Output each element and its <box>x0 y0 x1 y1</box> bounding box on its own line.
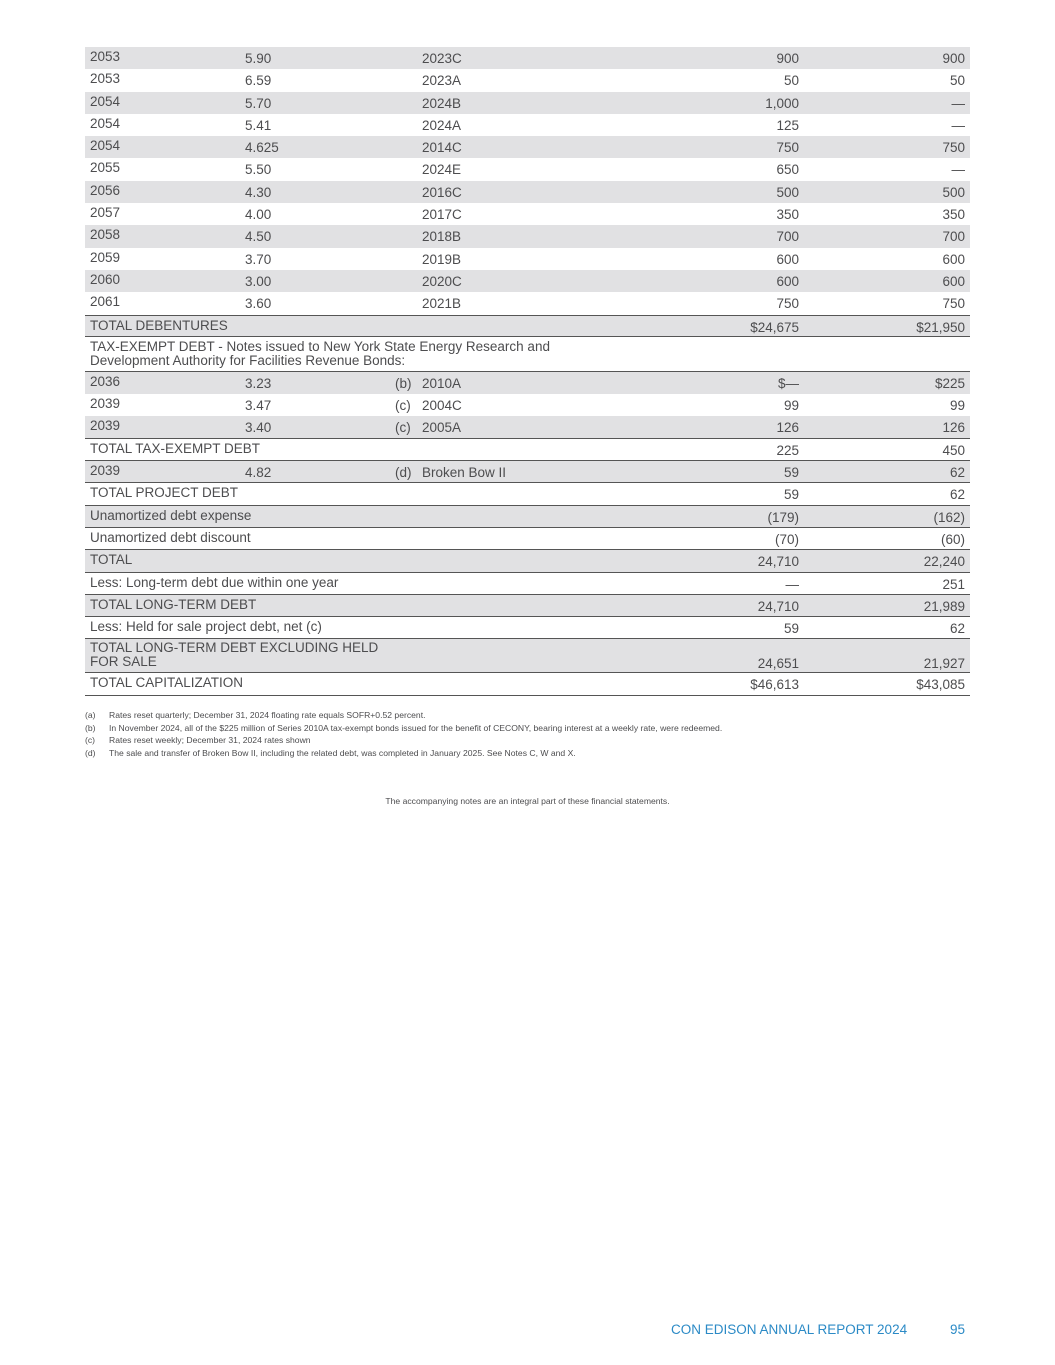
interest-rate: 6.59 <box>245 73 272 89</box>
maturity-year: 2054 <box>90 115 121 131</box>
unamortized-discount-row <box>85 528 970 550</box>
interest-rate: 3.47 <box>245 398 272 414</box>
footnote-ref: (c) <box>395 398 411 414</box>
maturity-year: 2058 <box>90 227 121 243</box>
maturity-year: 2053 <box>90 71 121 87</box>
series-name: 2024B <box>422 95 462 111</box>
value-2023: — <box>951 117 965 133</box>
maturity-year: 2036 <box>90 373 121 389</box>
footnote-key: (a) <box>85 710 96 720</box>
value-2023: 62 <box>949 465 965 481</box>
table-row <box>85 225 970 247</box>
table-row <box>85 114 970 136</box>
table-row <box>85 292 970 314</box>
table-row <box>85 461 970 483</box>
footnotes <box>85 710 722 761</box>
value-2023: 62 <box>949 487 965 503</box>
value-2024: 24,710 <box>757 598 799 614</box>
maturity-year: 2056 <box>90 182 121 198</box>
table-row <box>85 248 970 270</box>
footnote <box>85 748 722 761</box>
value-2024: 750 <box>776 296 799 312</box>
interest-rate: 3.40 <box>245 420 272 436</box>
long-term-debt-table <box>85 47 970 696</box>
value-2024: (179) <box>767 509 799 525</box>
value-2024: $46,613 <box>750 677 799 693</box>
value-2023: $225 <box>934 375 965 391</box>
row-label: TOTAL TAX-EXEMPT DEBT <box>90 440 261 456</box>
value-2024: 24,651 <box>757 656 799 672</box>
series-name: 2014C <box>422 140 462 156</box>
series-name: 2020C <box>422 273 462 289</box>
value-2024: — <box>785 576 799 592</box>
value-2023: 900 <box>942 51 965 66</box>
page-number: 95 <box>950 1322 966 1337</box>
series-name: 2005A <box>422 420 462 436</box>
footnote-ref: (d) <box>395 465 412 481</box>
value-2024: $— <box>777 375 799 391</box>
footnote-text: Rates reset quarterly; December 31, 2024 floating rate equals SOFR+0.52 percent. <box>109 710 426 720</box>
value-2024: 126 <box>776 420 799 436</box>
footnote-key: (b) <box>85 722 96 733</box>
value-2023: (60) <box>940 531 965 547</box>
interest-rate: 4.50 <box>245 229 272 245</box>
interest-rate: 4.00 <box>245 207 272 223</box>
table-row <box>85 158 970 180</box>
value-2023: 99 <box>949 398 965 414</box>
value-2024: (70) <box>774 531 799 547</box>
footnote-text: In November 2024, all of the $225 million of Series 2010A tax-exempt bonds issued for the benefit of CECONY, bearing interest at a weekly rate, were redeemed. <box>109 722 723 733</box>
series-name: 2004C <box>422 398 462 414</box>
footnote-key: (c) <box>85 735 96 746</box>
value-2024: 600 <box>776 273 799 289</box>
value-2024: 600 <box>776 251 799 267</box>
debentures-rows <box>85 47 970 315</box>
maturity-year: 2054 <box>90 138 121 154</box>
interest-rate: 5.41 <box>245 117 272 133</box>
value-2024: 225 <box>776 442 799 458</box>
maturity-year: 2060 <box>90 271 121 287</box>
section-heading: TAX-EXEMPT DEBT - Notes issued to New York State Energy Research and Development Authority for Facilities Revenue Bonds: <box>90 338 550 368</box>
series-name: Broken Bow II <box>422 465 507 481</box>
total-tax-exempt-row <box>85 439 970 461</box>
footnote-text: The sale and transfer of Broken Bow II, including the related debt, was completed in January 2025. See Notes C, W and X. <box>109 748 576 759</box>
table-row <box>85 136 970 158</box>
value-2023: — <box>951 95 965 111</box>
project-rows <box>85 461 970 483</box>
total-debentures-row <box>85 315 970 337</box>
value-2024: 99 <box>783 398 799 414</box>
value-2023: 500 <box>942 184 965 200</box>
series-name: 2023C <box>422 51 462 66</box>
series-name: 2018B <box>422 229 462 245</box>
value-2023: 750 <box>942 296 965 312</box>
value-2024: 125 <box>776 117 799 133</box>
interest-rate: 5.90 <box>245 51 272 66</box>
total-row <box>85 550 970 572</box>
footnote-text: Rates reset weekly; December 31, 2024 rates shown <box>109 735 311 746</box>
footnote-ref: (c) <box>395 420 411 436</box>
row-label-line1: TOTAL LONG-TERM DEBT EXCLUDING HELD <box>90 640 379 656</box>
value-2023: 600 <box>942 273 965 289</box>
value-2023: 750 <box>942 140 965 156</box>
value-2024: 700 <box>776 229 799 245</box>
value-2023: 22,240 <box>923 554 965 570</box>
series-name: 2023A <box>422 73 462 89</box>
total-project-row <box>85 483 970 505</box>
series-name: 2019B <box>422 251 462 267</box>
value-2024: 50 <box>783 73 799 89</box>
series-name: 2024A <box>422 117 462 133</box>
interest-rate: 3.70 <box>245 251 272 267</box>
maturity-year: 2054 <box>90 93 121 109</box>
value-2023: (162) <box>933 509 965 525</box>
closing-note: The accompanying notes are an integral part of these financial statements. <box>385 796 670 806</box>
table-row <box>85 270 970 292</box>
value-2023: $21,950 <box>916 319 965 335</box>
interest-rate: 4.30 <box>245 184 272 200</box>
row-label: TOTAL LONG-TERM DEBT <box>90 596 257 612</box>
table-row <box>85 416 970 438</box>
table-row <box>85 181 970 203</box>
maturity-year: 2053 <box>90 49 121 64</box>
row-label: Less: Held for sale project debt, net (c) <box>90 619 322 635</box>
table-row <box>85 92 970 114</box>
value-2024: 59 <box>783 487 799 503</box>
row-label <box>90 641 378 669</box>
value-2024: 350 <box>776 207 799 223</box>
unamortized-expense-row <box>85 506 970 528</box>
interest-rate: 4.82 <box>245 465 272 481</box>
row-label: TOTAL <box>90 552 133 568</box>
footnote <box>85 723 722 736</box>
value-2023: — <box>951 162 965 178</box>
row-label-line2: FOR SALE <box>90 654 157 670</box>
series-name: 2010A <box>422 375 462 391</box>
value-2023: 700 <box>942 229 965 245</box>
maturity-year: 2061 <box>90 294 121 310</box>
value-2024: 650 <box>776 162 799 178</box>
series-name: 2016C <box>422 184 462 200</box>
value-2023: 251 <box>942 576 965 592</box>
total-ltd-excluding-row <box>85 639 970 673</box>
less-due-row <box>85 573 970 595</box>
interest-rate: 3.60 <box>245 296 272 312</box>
row-label: Less: Long-term debt due within one year <box>90 574 339 590</box>
table-row <box>85 394 970 416</box>
footer-title: CON EDISON ANNUAL REPORT 2024 <box>671 1322 908 1337</box>
row-label: TOTAL PROJECT DEBT <box>90 485 239 501</box>
footnote <box>85 735 722 748</box>
less-held-row <box>85 617 970 639</box>
table-row <box>85 372 970 394</box>
footnote <box>85 710 722 723</box>
interest-rate: 5.50 <box>245 162 272 178</box>
series-name: 2021B <box>422 296 462 312</box>
value-2024: $24,675 <box>750 319 799 335</box>
table-row <box>85 69 970 91</box>
interest-rate: 3.00 <box>245 273 272 289</box>
value-2023: $43,085 <box>916 677 965 693</box>
footnote-key: (d) <box>85 748 96 759</box>
value-2024: 24,710 <box>757 554 799 570</box>
value-2024: 1,000 <box>765 95 799 111</box>
maturity-year: 2039 <box>90 418 121 434</box>
value-2024: 59 <box>783 465 799 481</box>
value-2023: 350 <box>942 207 965 223</box>
value-2023: 50 <box>949 73 965 89</box>
value-2023: 21,927 <box>923 656 965 672</box>
value-2023: 62 <box>949 621 965 637</box>
maturity-year: 2055 <box>90 160 121 176</box>
value-2023: 600 <box>942 251 965 267</box>
value-2024: 900 <box>776 51 799 66</box>
value-2024: 500 <box>776 184 799 200</box>
total-long-term-debt-row <box>85 595 970 617</box>
maturity-year: 2039 <box>90 463 121 479</box>
table-row <box>85 203 970 225</box>
interest-rate: 3.23 <box>245 375 272 391</box>
tax-exempt-header-row <box>85 337 970 372</box>
value-2023: 450 <box>942 442 965 458</box>
total-capitalization-row <box>85 673 970 695</box>
row-label: Unamortized debt expense <box>90 507 252 523</box>
footnote-ref: (b) <box>395 375 412 391</box>
value-2023: 126 <box>942 420 965 436</box>
series-name: 2024E <box>422 162 462 178</box>
maturity-year: 2039 <box>90 396 121 412</box>
value-2024: 59 <box>783 621 799 637</box>
maturity-year: 2059 <box>90 249 121 265</box>
tax-exempt-rows <box>85 372 970 439</box>
table-row <box>85 47 970 69</box>
value-2024: 750 <box>776 140 799 156</box>
series-name: 2017C <box>422 207 462 223</box>
interest-rate: 4.625 <box>245 140 279 156</box>
row-label: TOTAL DEBENTURES <box>90 317 228 333</box>
maturity-year: 2057 <box>90 205 121 221</box>
row-label: TOTAL CAPITALIZATION <box>90 675 244 691</box>
row-label: Unamortized debt discount <box>90 529 251 545</box>
value-2023: 21,989 <box>923 598 965 614</box>
interest-rate: 5.70 <box>245 95 272 111</box>
